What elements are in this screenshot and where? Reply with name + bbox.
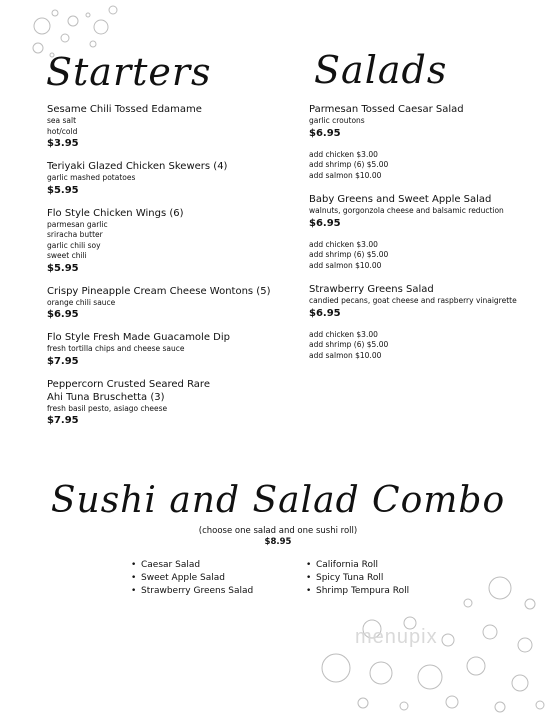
item-description: sweet chili [47, 251, 87, 260]
addon-list [309, 150, 549, 182]
item-description: garlic croutons [309, 116, 365, 125]
list-item [306, 585, 409, 598]
menu-item [47, 331, 287, 368]
bubble-decoration [464, 599, 472, 607]
menu-item [309, 193, 549, 271]
menu-item [309, 283, 549, 361]
bubble-decoration [483, 625, 497, 639]
bubble-decoration [94, 20, 108, 34]
combo-roll-option: Shrimp Tempura Roll [316, 586, 410, 596]
item-description: hot/cold [47, 126, 78, 136]
item-price: $6.95 [309, 217, 341, 229]
bullet-icon: • [306, 560, 312, 570]
addon-list [309, 240, 549, 272]
item-name: Teriyaki Glazed Chicken Skewers (4) [47, 161, 228, 172]
salads-section [309, 103, 549, 373]
bubble-decoration [322, 654, 350, 682]
bubble-decoration [370, 662, 392, 684]
salads-heading: Salads [314, 48, 448, 92]
bubble-decoration [109, 6, 117, 14]
bubble-decoration [33, 43, 43, 53]
bubble-decoration [358, 698, 368, 708]
bubble-decoration [86, 13, 90, 17]
combo-salad-option: Strawberry Greens Salad [141, 586, 254, 596]
list-item [306, 559, 409, 572]
item-name-line-2: Ahi Tuna Bruschetta (3) [47, 391, 165, 403]
starters-heading: Starters [46, 50, 212, 94]
addon-option: add chicken $3.00 [309, 329, 378, 339]
combo-heading: Sushi and Salad Combo [50, 480, 506, 521]
combo-salad-options [131, 559, 253, 598]
addon-option: add shrimp (6) $5.00 [309, 160, 389, 169]
item-price: $7.95 [47, 355, 79, 367]
item-name: Parmesan Tossed Caesar Salad [309, 104, 464, 115]
bubble-decoration [495, 702, 505, 712]
item-name: Crispy Pineapple Cream Cheese Wontons (5) [47, 285, 271, 297]
item-description: sriracha butter [47, 230, 103, 239]
bubble-decoration [489, 577, 511, 599]
menu-item [309, 103, 549, 181]
combo-roll-options [306, 559, 409, 598]
bullet-icon: • [131, 586, 137, 596]
starters-section [47, 103, 287, 437]
combo-price: $8.95 [264, 537, 292, 547]
combo-roll-option: California Roll [316, 560, 378, 570]
addon-option: add shrimp (6) $5.00 [309, 250, 389, 259]
bubble-decoration [518, 638, 532, 652]
bubble-decoration [418, 665, 442, 689]
addon-option: add chicken $3.00 [309, 149, 378, 159]
list-item [131, 572, 253, 585]
bubble-decoration [536, 701, 544, 709]
item-description: parmesan garlic [47, 219, 108, 229]
addon-option: add chicken $3.00 [309, 239, 378, 249]
item-description: fresh tortilla chips and cheese sauce [47, 344, 185, 353]
combo-salad-option: Sweet Apple Salad [141, 573, 225, 583]
item-name: Strawberry Greens Salad [309, 284, 434, 295]
menu-item [47, 207, 287, 275]
item-name: Baby Greens and Sweet Apple Salad [309, 194, 492, 205]
item-price: $6.95 [309, 307, 341, 319]
item-price: $6.95 [309, 127, 341, 139]
item-price: $5.95 [47, 262, 79, 274]
list-item [306, 572, 409, 585]
item-description: candied pecans, goat cheese and raspberry vinaigrette [309, 296, 517, 305]
bullet-icon: • [306, 586, 312, 596]
item-price: $6.95 [47, 309, 79, 320]
item-price: $7.95 [47, 415, 79, 426]
bubble-decoration [525, 599, 535, 609]
item-price: $5.95 [47, 184, 79, 196]
bullet-icon: • [131, 573, 137, 583]
item-description: walnuts, gorgonzola cheese and balsamic reduction [309, 206, 504, 215]
list-item [131, 585, 253, 598]
addon-option: add shrimp (6) $5.00 [309, 340, 389, 349]
menu-item [47, 378, 287, 428]
item-name: Sesame Chili Tossed Edamame [47, 104, 202, 115]
item-description: garlic chili soy [47, 240, 101, 250]
item-description: garlic mashed potatoes [47, 173, 136, 182]
menu-item [47, 160, 287, 197]
item-description: orange chili sauce [47, 297, 116, 307]
addon-list [309, 330, 549, 362]
bubble-decoration [90, 41, 96, 47]
bubble-decoration [68, 16, 78, 26]
bubble-decoration [400, 702, 408, 710]
watermark: menupix [355, 626, 438, 648]
menu-item [47, 103, 287, 150]
bubble-decoration [512, 675, 528, 691]
addon-option: add salmon $10.00 [309, 170, 382, 180]
bubble-decoration [34, 18, 50, 34]
bubble-decoration [442, 634, 454, 646]
combo-salad-option: Caesar Salad [141, 560, 201, 570]
addon-option: add salmon $10.00 [309, 350, 382, 360]
bullet-icon: • [131, 560, 137, 570]
item-name: Flo Style Fresh Made Guacamole Dip [47, 332, 230, 343]
combo-instructions: (choose one salad and one sushi roll) [198, 526, 358, 536]
bullet-icon: • [306, 573, 312, 583]
item-name: Peppercorn Crusted Seared Rare [47, 378, 210, 390]
bubble-decoration [446, 696, 458, 708]
addon-option: add salmon $10.00 [309, 260, 382, 270]
bubble-decoration [61, 34, 69, 42]
item-description: sea salt [47, 116, 77, 125]
item-description: fresh basil pesto, asiago cheese [47, 403, 168, 413]
combo-roll-option: Spicy Tuna Roll [316, 573, 384, 583]
item-price: $3.95 [47, 138, 79, 149]
item-name: Flo Style Chicken Wings (6) [47, 207, 184, 219]
menu-item [47, 285, 287, 322]
bubble-decoration [52, 10, 58, 16]
list-item [131, 559, 253, 572]
bubble-decoration [467, 657, 485, 675]
